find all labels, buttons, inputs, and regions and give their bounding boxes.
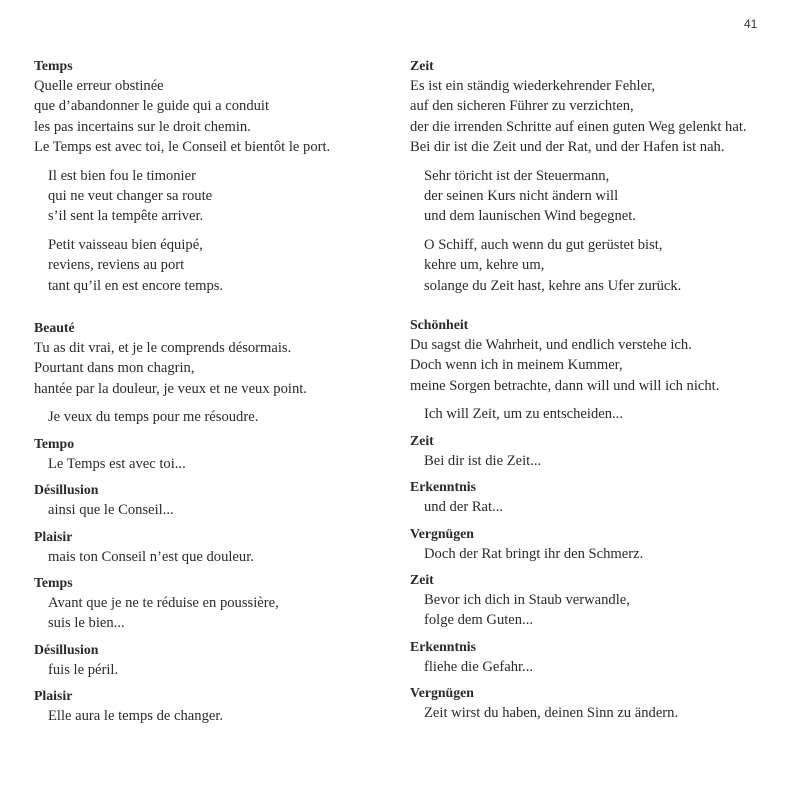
verse-line: meine Sorgen betrachte, dann will und will ich nicht. — [410, 377, 720, 394]
speaker-block — [410, 524, 790, 564]
verse-line: fliehe die Gefahr... — [424, 658, 533, 675]
speaker-name: Plaisir — [34, 528, 73, 544]
speaker-block — [34, 527, 379, 567]
verse-line: Le Temps est avec toi... — [48, 455, 186, 472]
speaker-block — [34, 434, 379, 474]
verse-line: reviens, reviens au port — [48, 257, 185, 274]
speaker-block — [34, 573, 379, 634]
verse-line: ainsi que le Conseil... — [48, 502, 174, 519]
speaker-block — [34, 640, 379, 680]
verse-line: Bevor ich dich in Staub verwandle, — [424, 591, 630, 608]
verse-line: Doch der Rat bringt ihr den Schmerz. — [424, 545, 644, 562]
speaker-block — [410, 570, 790, 631]
stanza — [410, 703, 790, 723]
speaker-name: Temps — [34, 574, 73, 590]
stanza — [34, 593, 379, 634]
speaker-name: Temps — [34, 58, 73, 73]
stanza — [34, 660, 379, 680]
verse-line: solange du Zeit hast, kehre ans Ufer zurück. — [424, 277, 682, 294]
stanza — [34, 407, 379, 427]
stanza — [410, 657, 790, 677]
stanza — [410, 404, 790, 424]
stanza — [34, 235, 379, 296]
verse-line: Le Temps est avec toi, le Conseil et bientôt le port. — [34, 139, 331, 156]
speaker-name: Tempo — [34, 435, 75, 451]
verse-line: fuis le péril. — [48, 661, 119, 678]
verse-line: Sehr töricht ist der Steuermann, — [424, 167, 610, 184]
stanza — [410, 335, 790, 396]
verse-line: hantée par la douleur, je veux et ne veux point. — [34, 380, 307, 397]
speaker-block — [410, 683, 790, 723]
stanza — [34, 706, 379, 726]
stanza — [34, 166, 379, 227]
verse-line: Bei dir ist die Zeit... — [424, 452, 542, 469]
verse-line: kehre um, kehre um, — [424, 257, 545, 274]
speaker-name: Vergnügen — [410, 525, 474, 541]
speaker-block — [410, 56, 790, 296]
german-text-column — [410, 56, 790, 724]
speaker-name: Erkenntnis — [410, 638, 476, 654]
speaker-name: Erkenntnis — [410, 479, 476, 495]
stanza — [410, 451, 790, 471]
verse-line: mais ton Conseil n’est que douleur. — [48, 548, 254, 565]
verse-line: qui ne veut changer sa route — [48, 188, 213, 205]
verse-line: Ich will Zeit, um zu entscheiden... — [424, 406, 623, 423]
stanza — [410, 166, 790, 227]
verse-line: auf den sicheren Führer zu verzichten, — [410, 98, 634, 115]
speaker-name: Zeit — [410, 571, 434, 587]
speaker-name: Beauté — [34, 320, 75, 336]
verse-line: s’il sent la tempête arriver. — [48, 208, 204, 225]
stanza — [34, 547, 379, 567]
speaker-name: Désillusion — [34, 482, 99, 498]
speaker-name: Vergnügen — [410, 685, 474, 701]
speaker-block — [410, 637, 790, 677]
verse-line: les pas incertains sur le droit chemin. — [34, 118, 251, 135]
stanza — [34, 500, 379, 520]
verse-line: Doch wenn ich in meinem Kummer, — [410, 357, 623, 374]
stanza — [410, 497, 790, 517]
stanza — [34, 454, 379, 474]
verse-line: Petit vaisseau bien équipé, — [48, 236, 203, 253]
stanza — [34, 338, 379, 399]
french-text-column — [34, 56, 379, 727]
page-number: 41 — [744, 17, 758, 31]
stanza — [34, 76, 379, 158]
speaker-block — [34, 686, 379, 726]
verse-line: Pourtant dans mon chagrin, — [34, 360, 195, 377]
verse-line: folge dem Guten... — [424, 612, 534, 629]
verse-line: suis le bien... — [48, 615, 125, 632]
verse-line: Bei dir ist die Zeit und der Rat, und der Hafen ist nah. — [410, 139, 725, 156]
speaker-name: Désillusion — [34, 641, 99, 657]
verse-line: tant qu’il en est encore temps. — [48, 277, 224, 294]
verse-line: Zeit wirst du haben, deinen Sinn zu ändern. — [424, 705, 679, 722]
speaker-block — [34, 318, 379, 428]
verse-line: Il est bien fou le timonier — [48, 167, 196, 184]
verse-line: Avant que je ne te réduise en poussière, — [48, 594, 279, 611]
verse-line: Du sagst die Wahrheit, und endlich verstehe ich. — [410, 337, 692, 354]
verse-line: und der Rat... — [424, 499, 504, 516]
speaker-block — [410, 431, 790, 471]
verse-line: der seinen Kurs nicht ändern will — [424, 188, 619, 205]
verse-line: Quelle erreur obstinée — [34, 78, 164, 94]
verse-line: Es ist ein ständig wiederkehrender Fehler, — [410, 78, 656, 94]
speaker-block — [410, 477, 790, 517]
verse-line: que d’abandonner le guide qui a conduit — [34, 98, 270, 115]
speaker-name: Plaisir — [34, 688, 73, 704]
speaker-name: Zeit — [410, 58, 434, 73]
verse-line: der die irrenden Schritte auf einen guten Weg gelenkt hat. — [410, 118, 747, 135]
verse-line: Tu as dit vrai, et je le comprends désormais. — [34, 340, 292, 357]
verse-line: Je veux du temps pour me résoudre. — [48, 409, 259, 426]
stanza — [410, 76, 790, 158]
speaker-block — [410, 315, 790, 425]
verse-line: Elle aura le temps de changer. — [48, 708, 224, 725]
verse-line: und dem launischen Wind begegnet. — [424, 208, 636, 225]
stanza — [410, 590, 790, 631]
stanza — [410, 235, 790, 296]
stanza — [410, 544, 790, 564]
verse-line: O Schiff, auch wenn du gut gerüstet bist, — [424, 236, 663, 253]
speaker-block — [34, 56, 379, 296]
speaker-block — [34, 480, 379, 520]
speaker-name: Zeit — [410, 432, 434, 448]
speaker-name: Schönheit — [410, 317, 469, 333]
